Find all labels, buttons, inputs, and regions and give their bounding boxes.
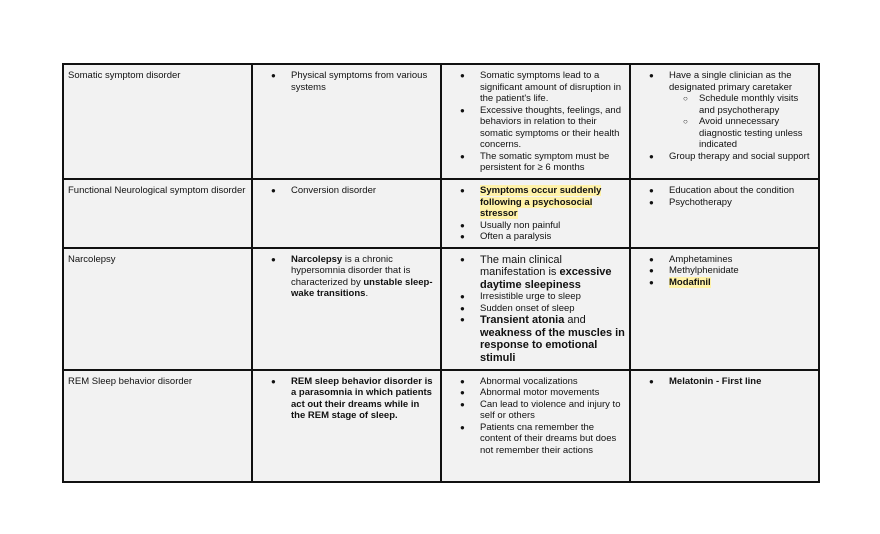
list-item: ● Sudden onset of sleep [476, 303, 625, 315]
list-item: ● Excessive thoughts, feelings, and behaviors in relation to their somatic symptoms or their health concerns. [476, 105, 625, 151]
treatment-cell [630, 179, 819, 248]
bold-text: Transient atonia [480, 314, 565, 327]
list-item [665, 70, 814, 151]
sub-list-item: ○ Avoid unnecessary diagnostic testing unless indicated [681, 116, 814, 151]
treatment-cell [630, 64, 819, 179]
text: The main clinical manifestation is [480, 253, 562, 279]
features-cell [252, 248, 441, 370]
criteria-cell [441, 248, 630, 370]
disorder-name-cell [63, 179, 252, 248]
list-item [476, 314, 625, 364]
list-item: ● Amphetamines [665, 254, 814, 266]
bold-text: weakness of the muscles in response to emotional stimuli [480, 326, 625, 365]
criteria-cell [441, 179, 630, 248]
criteria-cell [441, 64, 630, 179]
features-cell [252, 179, 441, 248]
list-item [287, 254, 436, 300]
list-item: ● Psychotherapy [665, 197, 814, 209]
bold-text: excessive daytime sleepiness [480, 266, 612, 291]
highlighted-text: Symptoms occur suddenly following a psychosocial stressor [480, 185, 602, 219]
highlighted-text: Modafinil [669, 276, 711, 288]
list-item: ● Group therapy and social support [665, 151, 814, 163]
list-item: ● Patients cna remember the content of their dreams but does not remember their actions [476, 422, 625, 457]
disorder-name: REM Sleep behavior disorder [68, 375, 193, 387]
table-row [63, 64, 819, 179]
disorder-table [62, 63, 820, 483]
disorder-name-cell [63, 64, 252, 179]
list-item: ● Somatic symptoms lead to a significant amount of disruption in the patient's life. [476, 70, 625, 105]
table-row [63, 248, 819, 370]
list-item [476, 185, 625, 220]
list-item: ● Often a paralysis [476, 231, 625, 243]
disorder-name: Narcolepsy [68, 253, 116, 265]
list-item: ● Conversion disorder [287, 185, 436, 197]
disorder-name: Somatic symptom disorder [68, 70, 181, 81]
list-item: ● Can lead to violence and injury to self or others [476, 399, 625, 422]
text: is a chronic hypersomnia disorder that is characterized by [291, 253, 411, 288]
bold-text: unstable sleep-wake transitions [291, 276, 433, 299]
disorder-name-cell [63, 370, 252, 482]
text: . [365, 288, 369, 299]
list-item [665, 277, 814, 289]
list-item-text: Have a single clinician as the designated primary caretaker [669, 70, 793, 93]
features-cell [252, 370, 441, 482]
list-item: ● REM sleep behavior disorder is a parasomnia in which patients act out their dreams while in the REM stage of sleep. [287, 376, 436, 422]
list-item: ● Abnormal vocalizations [476, 376, 625, 388]
list-item: ● Abnormal motor movements [476, 387, 625, 399]
treatment-cell [630, 370, 819, 482]
list-item [476, 254, 625, 292]
list-item: ● Usually non painful [476, 220, 625, 232]
table-row [63, 179, 819, 248]
list-item: ● Physical symptoms from various systems [287, 70, 436, 93]
list-item: ● The somatic symptom must be persistent for ≥ 6 months [476, 151, 625, 174]
treatment-cell [630, 248, 819, 370]
bold-text: Narcolepsy [291, 253, 343, 265]
disorder-name-cell [63, 248, 252, 370]
criteria-cell [441, 370, 630, 482]
list-item: ● Irresistible urge to sleep [476, 291, 625, 303]
text: and [564, 314, 586, 327]
sub-list-item: ○ Schedule monthly visits and psychotherapy [681, 93, 814, 116]
list-item: ● Education about the condition [665, 185, 814, 197]
list-item: ● Methylphenidate [665, 265, 814, 277]
features-cell [252, 64, 441, 179]
disorder-name: Functional Neurological symptom disorder [68, 185, 246, 196]
table-row [63, 370, 819, 482]
list-item: ● Melatonin - First line [665, 376, 814, 388]
